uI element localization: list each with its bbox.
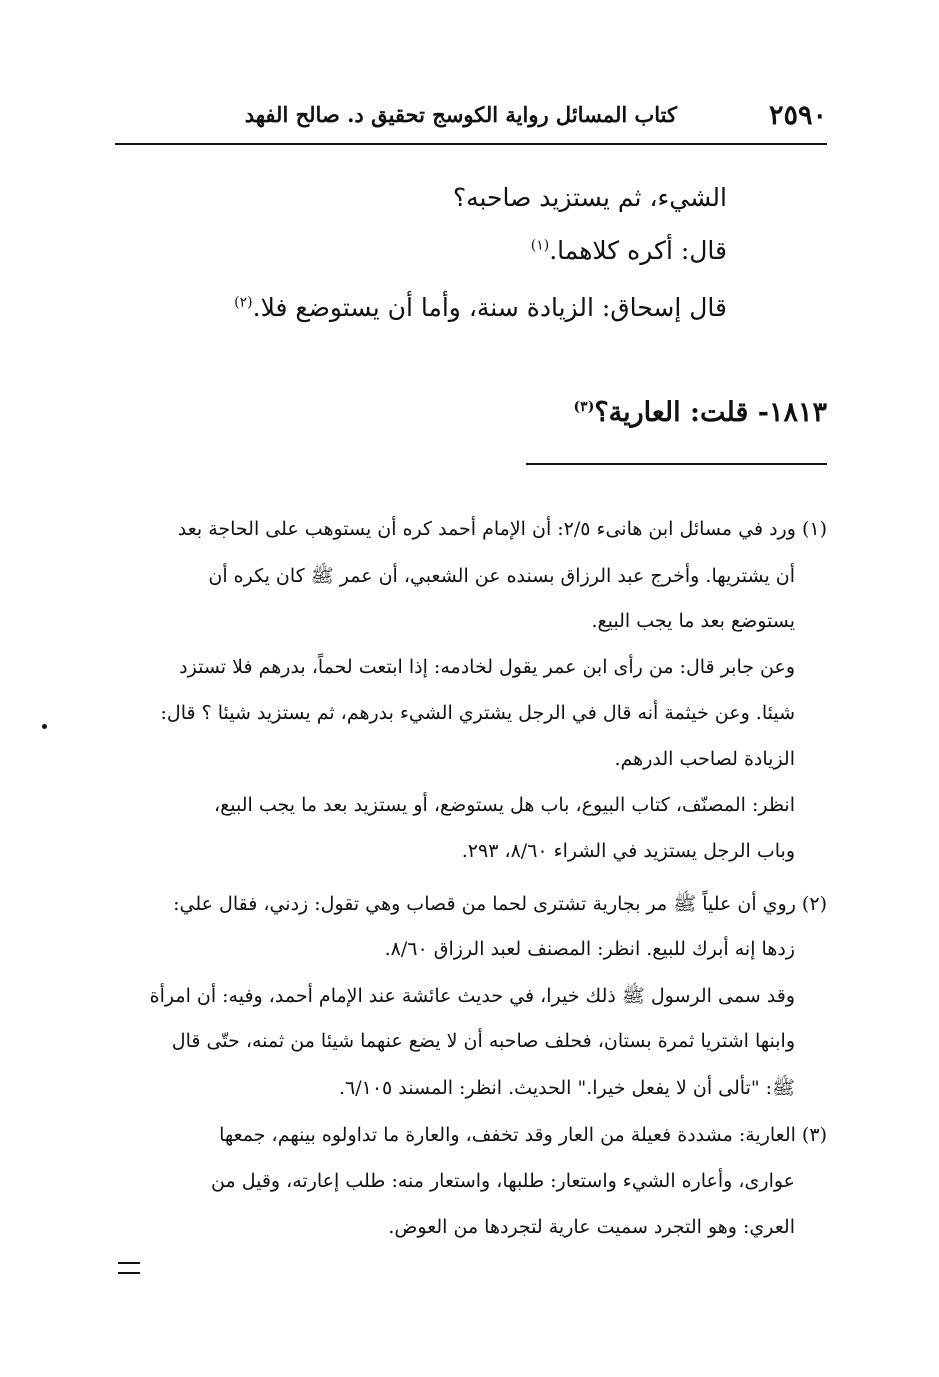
- question-text: ١٨١٣- قلت: العارية؟: [594, 397, 827, 428]
- footnote-separator: [526, 463, 827, 465]
- footnote-line: (٣) العارية: مشددة فعيلة من العار وقد تخفف، والعارة ما تداولوه بينهم، جمعها: [219, 1124, 827, 1146]
- footnote-line: وباب الرجل يستزيد في الشراء ٨/٦٠، ٢٩٣.: [461, 840, 795, 862]
- main-line-2-text: قال: أكره كلاهما.: [549, 236, 727, 265]
- page-number: ٢٥٩٠: [768, 100, 827, 131]
- footnote-line: ﷺ: "تألى أن لا يفعل خيرا." الحديث. انظر: المسند ٦/١٠٥.: [338, 1077, 795, 1099]
- footnote-ref-2[interactable]: (٢): [234, 294, 253, 311]
- footnote-line: شيئا. وعن خيثمة أنه قال في الرجل يشتري الشيء بدرهم، ثم يستزيد شيئا ؟ قال:: [160, 702, 795, 724]
- footnote-line: وعن جابر قال: من رأى ابن عمر يقول لخادمه: إذا ابتعت لحماً، بدرهم فلا تستزد: [179, 656, 795, 678]
- footnote-line: (١) ورد في مسائل ابن هانىء ٢/٥: أن الإمام أحمد كره أن يستوهب على الحاجة بعد: [177, 518, 827, 540]
- footnote-line: أن يشتريها. وأخرج عبد الرزاق بسنده عن الشعبي، أن عمر ﷺ كان يكره أن: [208, 565, 795, 587]
- running-header: [115, 100, 827, 136]
- question-line: [574, 397, 827, 428]
- footnote-line: الزيادة لصاحب الدرهم.: [614, 748, 795, 770]
- footnote-line: عوارى، وأعاره الشيء واستعار: طلبها، واستعار منه: طلب إعارته، وقيل من: [211, 1170, 795, 1192]
- footnote-ref-3[interactable]: (٣): [573, 399, 595, 415]
- header-rule: [115, 143, 827, 145]
- main-line-3: [234, 293, 727, 322]
- header-title: كتاب المسائل رواية الكوسج تحقيق د. صالح الفهد: [244, 102, 677, 127]
- main-line-1: الشيء، ثم يستزيد صاحبه؟: [452, 183, 727, 212]
- footnote-line: العري: وهو التجرد سميت عارية لتجردها من العوض.: [388, 1216, 795, 1238]
- continuation-mark: [118, 1262, 140, 1274]
- footnote-line: وابنها اشتريا ثمرة بستان، فحلف صاحبه أن لا يضع عنهما شيئا من ثمنه، حتّى قال: [171, 1030, 795, 1052]
- main-line-2: [531, 236, 727, 265]
- main-line-3-text: قال إسحاق: الزيادة سنة، وأما أن يستوضع فلا.: [252, 293, 727, 322]
- footnote-line: يستوضع بعد ما يجب البيع.: [591, 610, 795, 632]
- footnote-line: زدها إنه أبرك للبيع. انظر: المصنف لعبد الرزاق ٨/٦٠.: [384, 938, 795, 960]
- footnote-line: انظر: المصنّف، كتاب البيوع، باب هل يستوضع، أو يستزيد بعد ما يجب البيع،: [214, 794, 795, 816]
- footnote-line: وقد سمى الرسول ﷺ ذلك خيرا، في حديث عائشة عند الإمام أحمد، وفيه: أن امرأة: [149, 985, 795, 1007]
- footnote-ref-1[interactable]: (١): [530, 237, 550, 254]
- footnote-line: (٢) روي أن علياً ﷺ مر بجارية تشترى لحما من قصاب وهي تقول: زدني، فقال علي:: [173, 893, 827, 915]
- margin-mark: [42, 724, 47, 729]
